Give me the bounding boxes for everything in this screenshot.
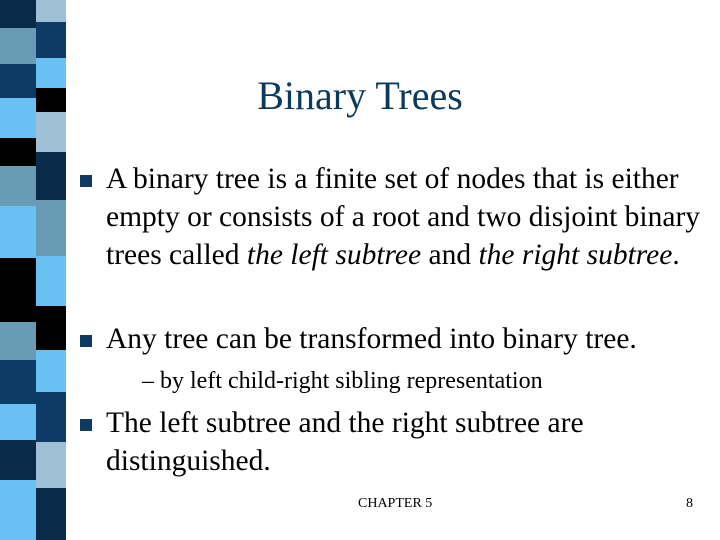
decorative-stripe-panel	[0, 0, 66, 540]
bullet-definition-and: and	[421, 239, 479, 271]
bullet-definition	[106, 160, 706, 274]
left-subtree-term: the left subtree	[246, 239, 422, 271]
sub-bullet-representation: – by left child-right sibling representation	[142, 368, 543, 394]
page-number: 8	[686, 496, 693, 511]
footer-chapter: CHAPTER 5	[358, 496, 433, 511]
bullet-square-icon	[80, 175, 92, 187]
bullet-square-icon	[80, 419, 92, 431]
bullet-transform: Any tree can be transformed into binary tree.	[106, 323, 637, 355]
bullet-definition-period: .	[672, 239, 680, 271]
right-subtree-term: the right subtree	[478, 239, 673, 271]
bullet-definition-text: A binary tree is a finite set of nodes that is either empty or consists of a root and two disjoint binary trees called	[106, 163, 701, 271]
slide-title: Binary Trees	[257, 73, 463, 118]
bullet-square-icon	[80, 335, 92, 347]
bullet-distinguished: The left subtree and the right subtree are distinguished.	[106, 407, 584, 477]
